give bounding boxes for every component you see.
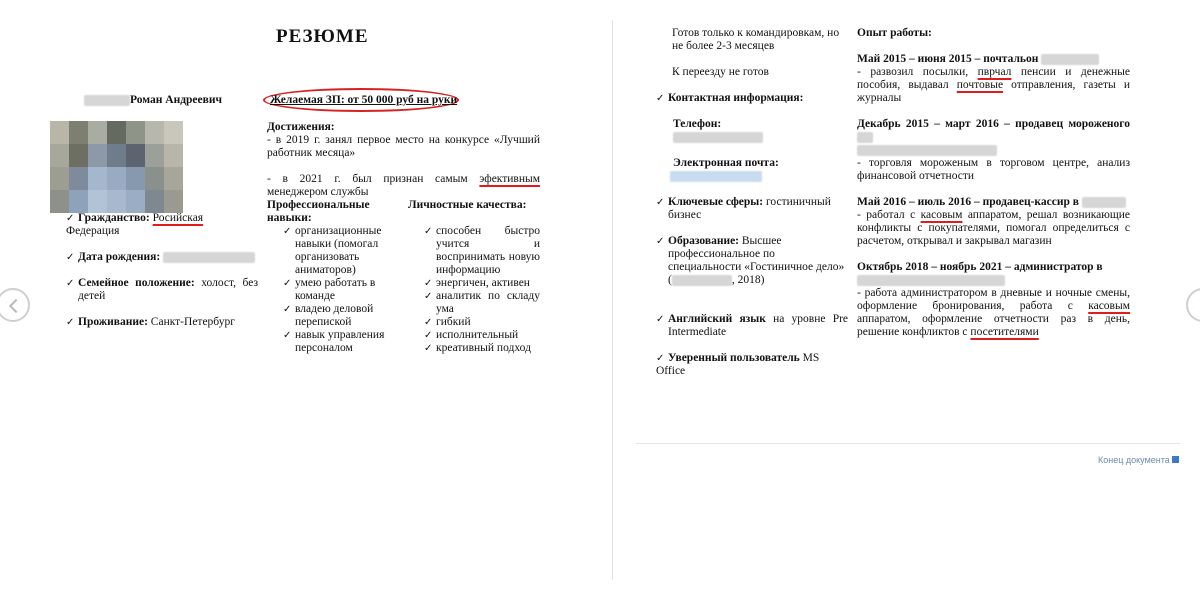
experience-section (857, 27, 1130, 339)
job-1: Май 2015 – июня 2015 – почтальон - развозил посылки, пврчал пенсии и денежные пособия, выдавал почтовые отправления, газеты и журналы (857, 53, 1131, 104)
list-item: ✓ способен быстро учится и воспринимать новую информацию (424, 225, 540, 277)
list-item: ✓ исполнительный (424, 329, 540, 342)
redacted-employer (857, 275, 1005, 286)
misspelled-word: Росийская (152, 212, 204, 224)
achievements-section (267, 121, 540, 199)
list-item: ✓ энергичен, активен (424, 277, 540, 290)
list-item: ✓ аналитик по складу ума (424, 290, 540, 316)
redacted-phone (673, 132, 763, 143)
redacted-employer (1082, 197, 1126, 208)
business-trips: Готов только к командировкам, но не более 2-3 месяцев (672, 27, 840, 52)
experience-heading: Опыт работы: (857, 27, 932, 39)
skills-heading: Профессиональные (267, 199, 370, 211)
contact-heading: ✓ Контактная информация: (656, 92, 804, 104)
misspelled-word: эфективным (479, 173, 541, 185)
end-of-document-label: Конец документа (1098, 455, 1170, 465)
conditions-column (656, 27, 848, 378)
residence-row: ✓ Проживание: Санкт-Петербург (66, 316, 235, 328)
qualities-list (424, 225, 540, 355)
education: ✓ Образование: Высшее профессиональное по специальности «Гостиничное дело» ( , 2018) (656, 235, 845, 286)
redacted-surname (84, 95, 130, 106)
email-label: Электронная почта: (673, 157, 779, 169)
birthdate-row: ✓ Дата рождения: (66, 251, 258, 264)
misspelled-word: пврчал (977, 66, 1012, 78)
desired-salary: Желаемая ЗП: от 50 000 руб на руки (270, 94, 458, 106)
achievement-2: - в 2021 г. был признан самым эфективным менеджером службы (267, 173, 541, 198)
chevron-left-icon (9, 299, 23, 313)
achievements-heading: Достижения: (267, 121, 335, 133)
personal-info (66, 212, 258, 329)
chevron-right-icon (1194, 299, 1200, 313)
relocation: К переезду не готов (672, 66, 769, 78)
next-page-button[interactable] (1186, 288, 1200, 322)
english-level: ✓ Английский язык на уровне Pre Intermediate (656, 313, 849, 338)
redacted-birthdate (163, 252, 255, 263)
phone-label: Телефон: (673, 118, 722, 130)
redacted-university (672, 275, 732, 286)
qualities-section (408, 199, 540, 355)
job-4: Октябрь 2018 – ноябрь 2021 – администратор в - работа администратором в дневные и ночные смены, оформление бронирования, работа с касовым аппаратом, оформление отчетности раз в день, решение конфликтов с посетителями (857, 261, 1130, 338)
citizenship-row: ✓ Гражданство: Росийская Федерация (66, 212, 204, 237)
job-2: Декабрь 2015 – март 2016 – продавец мороженого - торговля мороженым в торговом центре, анализ финансовой отчетности (857, 118, 1130, 182)
misspelled-word: почтовые (956, 79, 1004, 91)
list-item: ✓ владею деловой перепиской (283, 303, 399, 329)
resume-title: РЕЗЮМЕ (276, 26, 369, 47)
qualities-heading: Личностные качества: (408, 199, 527, 211)
job-3: Май 2016 – июль 2016 – продавец-кассир в - работал с касовым аппаратом, решал возникающие конфликты с покупателями, помогал определиться с расчетом, открывал и закрывал магазин (857, 196, 1130, 247)
list-item: ✓ гибкий (424, 316, 540, 329)
list-item: ✓ навык управления персоналом (283, 329, 399, 355)
key-spheres: ✓ Ключевые сферы: гостиничный бизнес (656, 196, 831, 221)
skills-section: Профессиональные навыки: ✓ организационные навыки (помогал организовать аниматоров) ✓ умею работать в команде ✓ владею деловой перепиской ✓ навык управления персоналом (267, 199, 399, 355)
page-divider (612, 20, 613, 580)
document-end-rule (636, 443, 1180, 444)
candidate-photo (50, 121, 183, 213)
list-item: ✓ организационные навыки (помогал организовать аниматоров) (283, 225, 399, 277)
end-marker-icon (1172, 456, 1179, 463)
redacted-email (670, 171, 762, 182)
misspelled-word: посетителями (970, 326, 1039, 338)
candidate-name: Роман Андреевич (84, 94, 222, 107)
redacted-employer (1041, 54, 1099, 65)
redacted-employer (857, 145, 997, 156)
prev-page-button[interactable] (0, 288, 30, 322)
achievement-1: - в 2019 г. занял первое место на конкурсе «Лучший работник месяца» (267, 134, 540, 159)
list-item: ✓ креативный подход (424, 342, 540, 355)
list-item: ✓ умею работать в команде (283, 277, 399, 303)
misspelled-word: касовым (920, 209, 963, 221)
skills-list (283, 225, 399, 355)
family-row: ✓ Семейное положение: холост, без детей (66, 277, 259, 302)
misspelled-word: касовым (1088, 300, 1130, 312)
pc-skills: ✓ Уверенный пользователь MS Office (656, 352, 820, 377)
